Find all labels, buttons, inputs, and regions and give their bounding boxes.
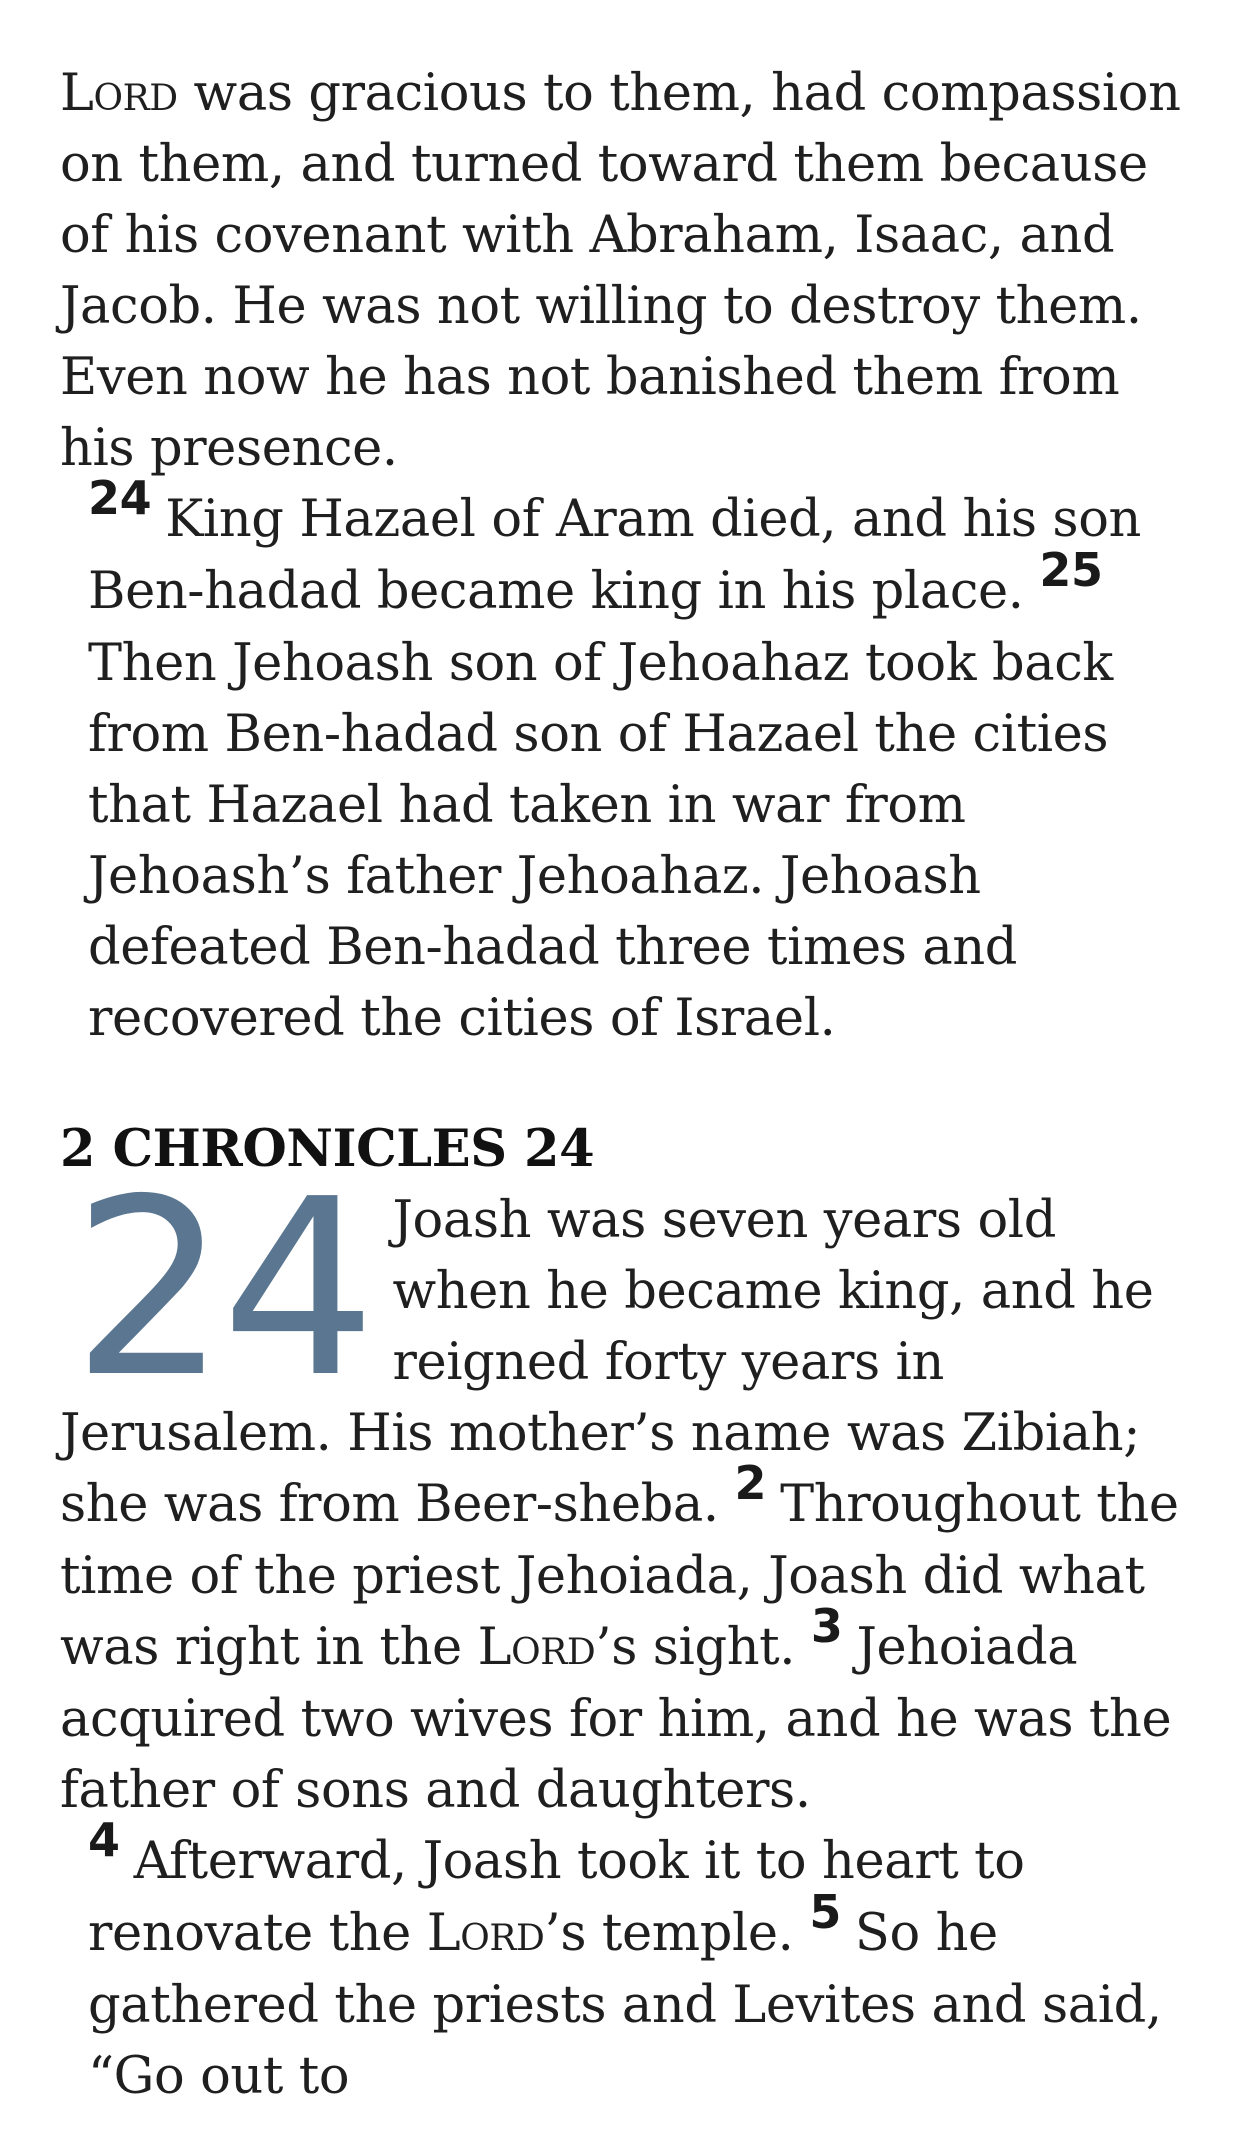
- verse-number-4[interactable]: 4: [88, 1813, 120, 1867]
- verse-number-25[interactable]: 25: [1039, 543, 1103, 597]
- lord-small-caps: Lord: [477, 1618, 596, 1677]
- verse-text-1: Joash was seven years old when he became king, and he reigned forty years in Jerusalem. His mother’s name was Zibiah; she was from Beer-sheba.: [60, 1191, 1154, 1534]
- chapter-number-dropcap: 24: [72, 1147, 371, 1431]
- paragraph-2chron-24-4: [60, 1813, 1200, 2112]
- chapter-heading: 2 CHRONICLES 24: [60, 1119, 595, 1179]
- reading-page: [60, 58, 1200, 2112]
- verse-number-2[interactable]: 2: [734, 1456, 767, 1510]
- lord-small-caps: Lord: [60, 64, 178, 123]
- verse-text-4b: ’s temple.: [544, 1904, 810, 1963]
- verse-text-2b: ’s sight.: [595, 1618, 811, 1677]
- verse-text-4: Afterward, Joash took it to heart to renovate the: [88, 1832, 1025, 1963]
- verse-text-3: Jehoiada acquired two wives for him, and he was the father of sons and daughters.: [60, 1618, 1172, 1820]
- verse-text-5: So he gathered the priests and Levites and said, “Go out to: [88, 1904, 1162, 2106]
- verse-number-24[interactable]: 24: [88, 471, 152, 525]
- verse-text: was gracious to them, had compassion on them, and turned toward them because of his covenant with Abraham, Isaac, and Jacob. He was not willing to destroy them. Even now he has not banished them from his presence.: [60, 64, 1181, 478]
- lord-small-caps: Lord: [426, 1904, 545, 1963]
- verse-text-2: Throughout the time of the priest Jehoiada, Joash did what was right in the: [60, 1475, 1179, 1677]
- verse-number-3[interactable]: 3: [810, 1599, 843, 1653]
- paragraph-2kings-13-24: [60, 471, 1200, 1054]
- verse-number-5[interactable]: 5: [809, 1885, 841, 1939]
- section-gap: [60, 1054, 1200, 1114]
- paragraph-2kings-13-23: [60, 58, 1200, 484]
- verse-text-25: Then Jehoash son of Jehoahaz took back from Ben-hadad son of Hazael the cities that Hazael had taken in war from Jehoash’s father Jehoahaz. Jehoash defeated Ben-hadad three times and recovered the cities of Israel.: [88, 634, 1113, 1048]
- verse-text-24: King Hazael of Aram died, and his son Ben-hadad became king in his place.: [88, 490, 1141, 621]
